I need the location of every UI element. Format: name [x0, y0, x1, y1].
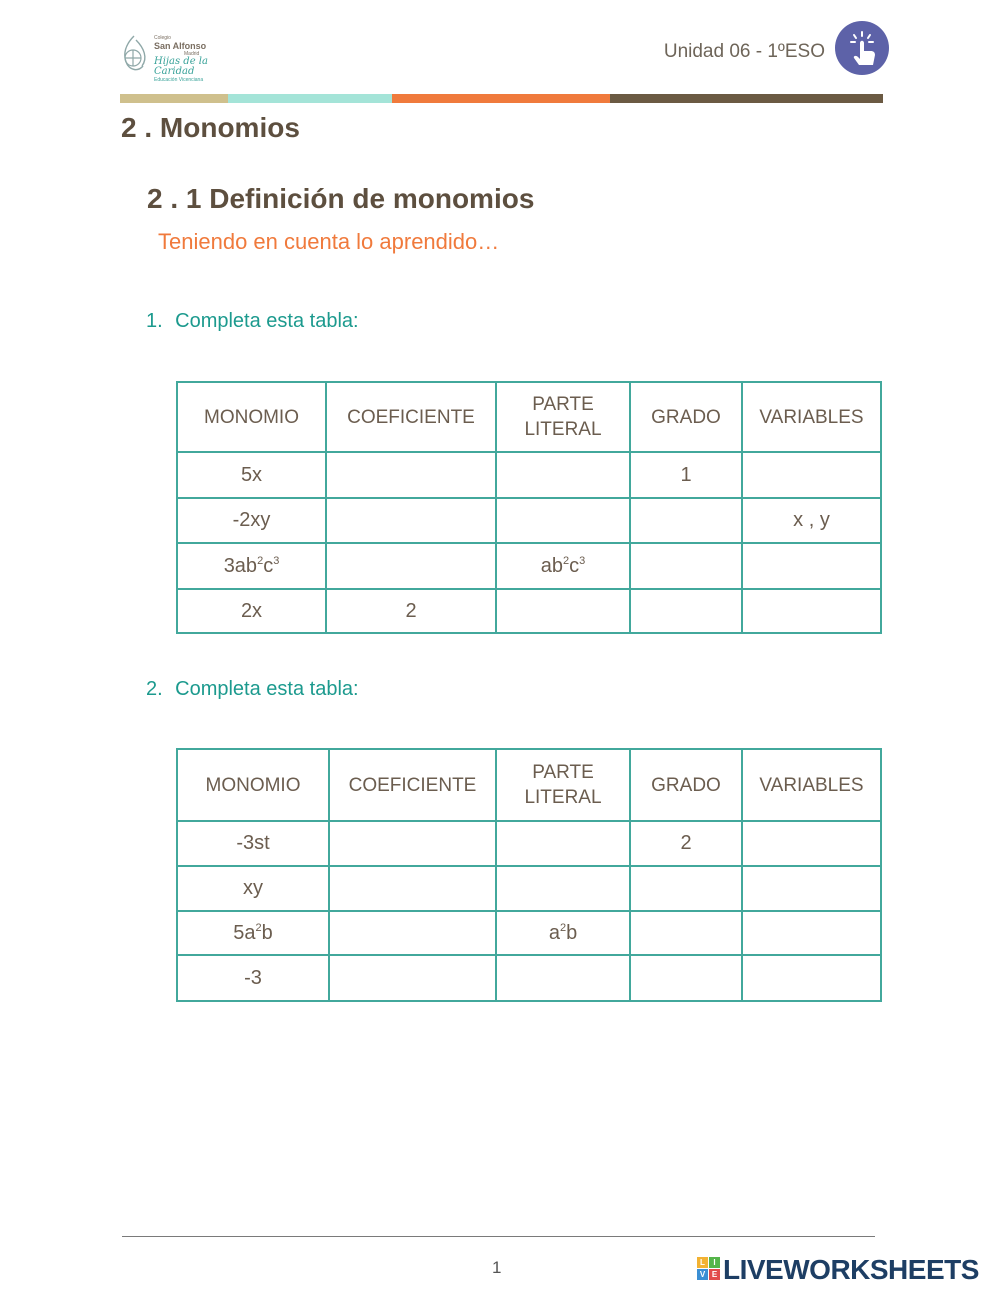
cell-monomio: 2x [177, 589, 326, 633]
cell-monomio: $5a^2b$ [177, 911, 329, 955]
header-variables: VARIABLES [742, 382, 881, 452]
table-row [177, 452, 881, 498]
cell-parte-literal: $a^2b$ [496, 911, 630, 955]
exercise-text: Completa esta tabla: [175, 678, 359, 700]
school-logo [118, 30, 230, 83]
table-row [177, 543, 881, 589]
exercise-number: 2. [146, 678, 163, 700]
cell-parte-literal-input[interactable] [496, 955, 630, 1001]
header-variables: VARIABLES [742, 749, 881, 821]
cell-variables-input[interactable] [742, 866, 881, 911]
exercise-text: Completa esta tabla: [175, 310, 359, 332]
liveworksheets-blocks-icon: L I V E [697, 1257, 721, 1281]
cell-grado-input[interactable] [630, 589, 742, 633]
table-header-row [177, 382, 881, 452]
header-parte: PARTE [532, 762, 594, 783]
cell-monomio: -3 [177, 955, 329, 1001]
header-parte-literal [496, 382, 630, 452]
header-literal: LITERAL [524, 419, 602, 440]
cell-parte-literal-input[interactable] [496, 589, 630, 633]
header-parte-literal [496, 749, 630, 821]
cell-grado-input[interactable] [630, 866, 742, 911]
cell-coeficiente-input[interactable] [329, 955, 496, 1001]
header-grado: GRADO [630, 382, 742, 452]
page-number: 1 [492, 1258, 502, 1277]
exercise-2-instruction [146, 678, 359, 701]
cell-parte-literal: $ab^2c^3$ [496, 543, 630, 589]
cell-grado: 1 [630, 452, 742, 498]
cell-coeficiente-input[interactable] [329, 866, 496, 911]
cell-coeficiente: 2 [326, 589, 496, 633]
monomials-table-1 [176, 381, 882, 634]
cell-coeficiente-input[interactable] [326, 498, 496, 543]
cell-parte-literal-input[interactable] [496, 452, 630, 498]
cell-variables-input[interactable] [742, 821, 881, 866]
liveworksheets-wordmark: LIVEWORKSHEETS [723, 1254, 979, 1285]
header-monomio: MONOMIO [177, 382, 326, 452]
cell-variables-input[interactable] [742, 911, 881, 955]
cell-variables-input[interactable] [742, 589, 881, 633]
table-row [177, 911, 881, 955]
pointer-click-icon [835, 21, 889, 75]
monomials-table-2 [176, 748, 882, 1002]
table-row [177, 866, 881, 911]
color-bar-3 [392, 94, 610, 103]
cell-variables-input[interactable] [742, 543, 881, 589]
cell-monomio: -2xy [177, 498, 326, 543]
logo-line-3: Madrid [184, 51, 200, 57]
header-coeficiente: COEFICIENTE [329, 749, 496, 821]
exercise-number: 1. [146, 310, 163, 332]
unit-label: Unidad 06 - 1ºESO [663, 41, 825, 62]
table-row [177, 821, 881, 866]
cell-grado-input[interactable] [630, 498, 742, 543]
cell-grado-input[interactable] [630, 955, 742, 1001]
cell-parte-literal-input[interactable] [496, 866, 630, 911]
cell-monomio: 5x [177, 452, 326, 498]
logo-line-2: San Alfonso [154, 41, 207, 51]
intro-text: Teniendo en cuenta lo aprendido… [158, 229, 500, 254]
header-parte: PARTE [532, 394, 594, 415]
header-monomio: MONOMIO [177, 749, 329, 821]
color-bar-2 [228, 94, 392, 103]
cell-grado-input[interactable] [630, 911, 742, 955]
table-row [177, 955, 881, 1001]
color-bar-1 [120, 94, 228, 103]
cell-monomio: -3st [177, 821, 329, 866]
cell-variables-input[interactable] [742, 955, 881, 1001]
color-bar-4 [610, 94, 883, 103]
cell-monomio: xy [177, 866, 329, 911]
subsection-title: 2 . 1 Definición de monomios [147, 183, 535, 214]
cell-coeficiente-input[interactable] [329, 821, 496, 866]
logo-line-1: Colegio [154, 35, 171, 41]
cell-coeficiente-input[interactable] [326, 452, 496, 498]
table-header-row [177, 749, 881, 821]
table-row [177, 589, 881, 633]
header-coeficiente: COEFICIENTE [326, 382, 496, 452]
logo-line-4: Hijas de la Caridad [154, 56, 208, 77]
cell-grado: 2 [630, 821, 742, 866]
flame-logo-icon [118, 32, 152, 76]
exercise-1-instruction [146, 310, 359, 333]
cell-monomio: $3ab^2c^3$ [177, 543, 326, 589]
footer-divider [122, 1236, 875, 1237]
table-row [177, 498, 881, 543]
cell-parte-literal-input[interactable] [496, 498, 630, 543]
cell-coeficiente-input[interactable] [326, 543, 496, 589]
section-title: 2 . Monomios [121, 112, 300, 143]
logo-line-5: Educación Vicenciana [154, 77, 204, 83]
cell-coeficiente-input[interactable] [329, 911, 496, 955]
cell-variables-input[interactable] [742, 452, 881, 498]
header-literal: LITERAL [524, 787, 602, 808]
header-grado: GRADO [630, 749, 742, 821]
cell-variables: x , y [742, 498, 881, 543]
cell-grado-input[interactable] [630, 543, 742, 589]
cell-parte-literal-input[interactable] [496, 821, 630, 866]
